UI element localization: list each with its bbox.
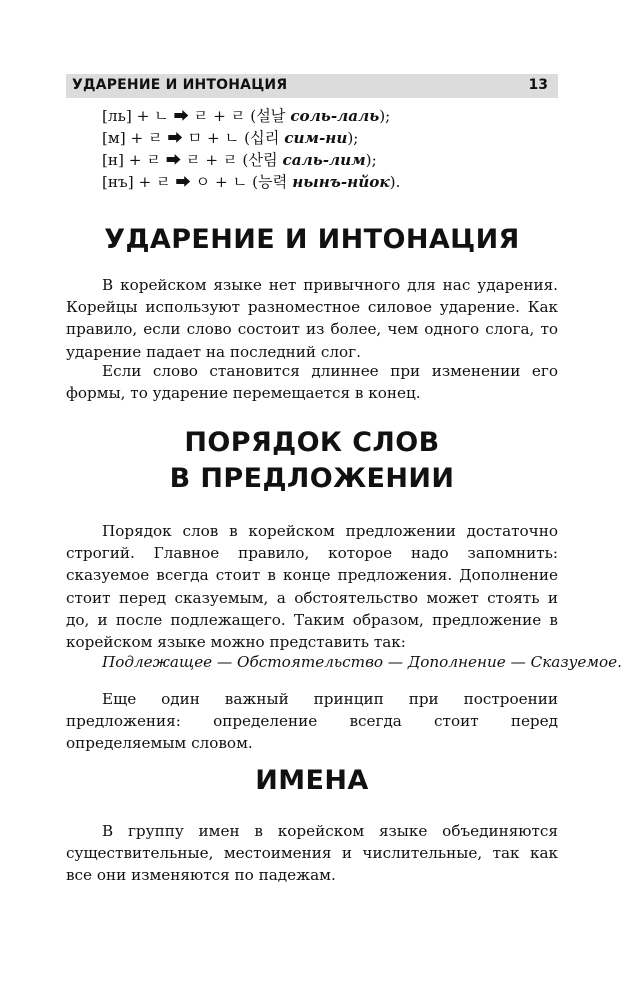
- rule-example: нынъ-нйок: [292, 173, 390, 191]
- rule-tail: );: [347, 129, 359, 147]
- word-order-paragraph-2: Еще один важный принцип при построении предложения: определение всегда стоит перед определяемым словом.: [66, 690, 558, 753]
- word-order-formula: Подлежащее — Обстоятельство — Дополнение — Сказуемое.: [102, 653, 622, 671]
- section-heading-names: ИМЕНА: [255, 765, 369, 796]
- rule-text: [нъ] + ㄹ ⮕ ㅇ + ㄴ (능력: [102, 173, 293, 191]
- section-heading-word-order: [66, 425, 558, 497]
- rule-example: сим-ни: [284, 129, 348, 147]
- rule-text: [н] + ㄹ ⮕ ㄹ + ㄹ (산림: [102, 151, 283, 169]
- heading-line: ПОРЯДОК СЛОВ: [184, 427, 440, 458]
- rule-example: саль-лим: [282, 151, 366, 169]
- running-header: [66, 74, 558, 98]
- section-heading-stress: УДАРЕНИЕ И ИНТОНАЦИЯ: [104, 224, 520, 255]
- rule-line: [102, 127, 562, 149]
- rule-line: [102, 171, 562, 193]
- heading-line: В ПРЕДЛОЖЕНИИ: [169, 463, 455, 494]
- rule-tail: ).: [389, 173, 401, 191]
- rule-line: [102, 105, 562, 127]
- running-header-title: УДАРЕНИЕ И ИНТОНАЦИЯ: [72, 77, 288, 93]
- word-order-paragraph-1: Порядок слов в корейском предложении достаточно строгий. Главное правило, которое надо запомнить: сказуемое всегда стоит в конце предложения. Дополнение стоит перед сказуемым, а обстоятельство может стоять и до, и после подлежащего. Таким образом, предложение в корейском языке можно представить так:: [66, 522, 558, 652]
- names-paragraph-1: В группу имен в корейском языке объединяются существительные, местоимения и числительные, так как все они изменяются по падежам.: [66, 822, 558, 885]
- rule-tail: );: [365, 151, 377, 169]
- stress-paragraph-2: Если слово становится длиннее при изменении его формы, то ударение перемещается в конец.: [66, 362, 558, 403]
- page-number: 13: [528, 77, 548, 93]
- rule-text: [ль] + ㄴ ⮕ ㄹ + ㄹ (설날: [102, 107, 291, 125]
- rule-line: [102, 149, 562, 171]
- rule-tail: );: [379, 107, 391, 125]
- assimilation-rules-list: [102, 105, 562, 193]
- stress-paragraph-1: В корейском языке нет привычного для нас ударения. Корейцы используют разноместное силовое ударение. Как правило, если слово состоит из более, чем одного слога, то ударение падает на последний слог.: [66, 276, 558, 361]
- rule-example: соль-лаль: [290, 107, 380, 125]
- rule-text: [м] + ㄹ ⮕ ㅁ + ㄴ (십리: [102, 129, 285, 147]
